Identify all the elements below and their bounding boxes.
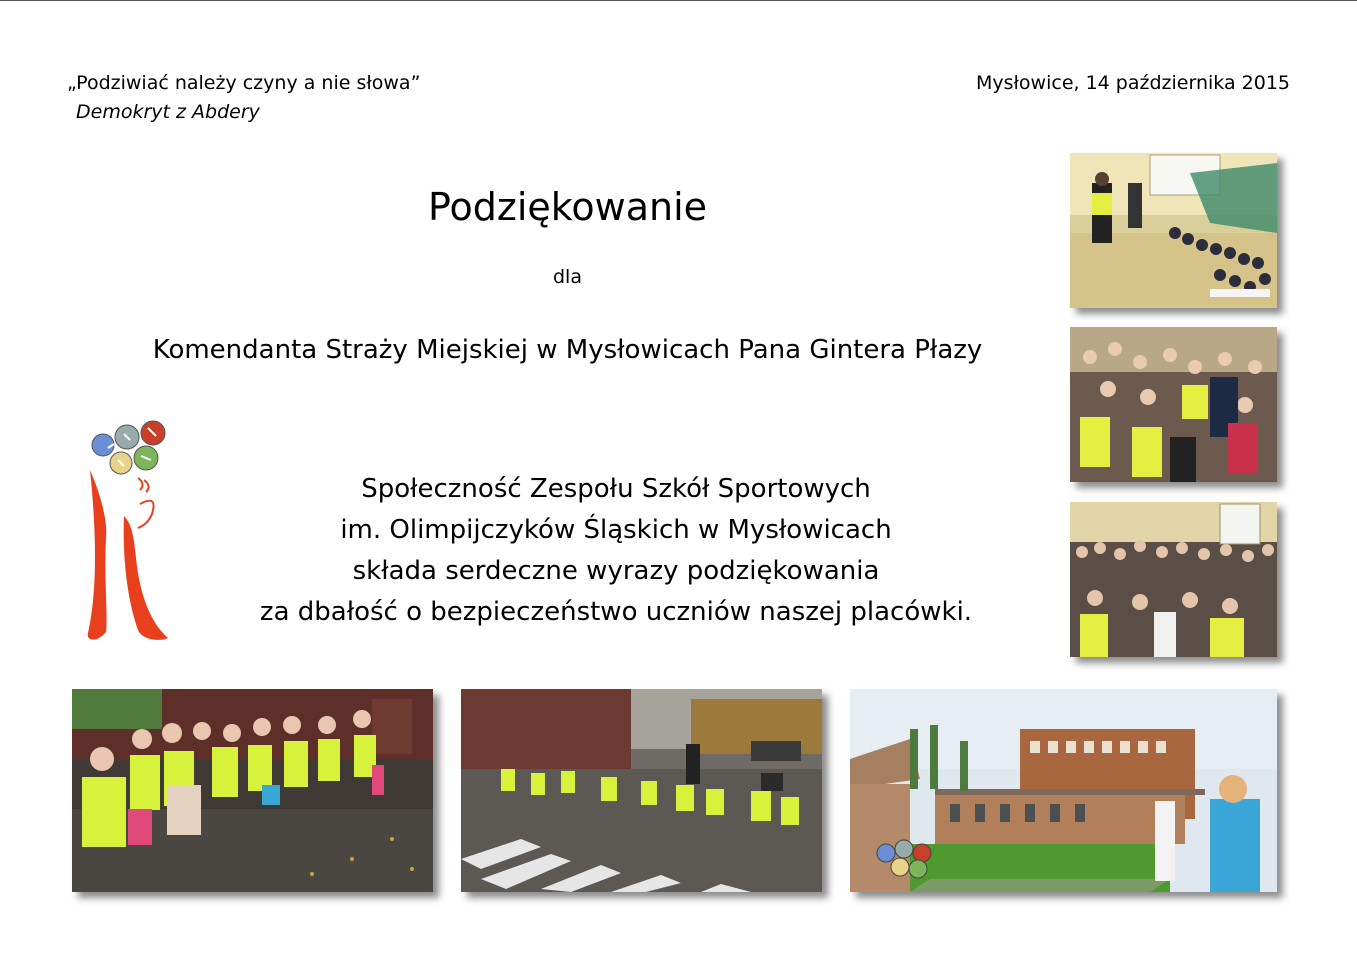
- top-border-line: [0, 0, 1357, 1]
- thank-you-message: [0, 469, 1232, 633]
- message-line: za dbałość o bezpieczeństwo uczniów naszej placówki.: [259, 597, 973, 627]
- motto-quote: „Podziwiać należy czyny a nie słowa”: [67, 72, 421, 94]
- classroom-safety-talk-photo: [1070, 153, 1277, 308]
- message-line: Społeczność Zespołu Szkół Sportowych: [361, 474, 871, 504]
- pedestrian-crossing-photo: [461, 689, 822, 892]
- assembly-hall-photo: [1070, 502, 1277, 657]
- motto-author: Demokryt z Abdery: [76, 101, 260, 123]
- for-word: dla: [553, 266, 582, 288]
- school-logo-icon: [78, 418, 178, 650]
- school-building-photo: [850, 689, 1277, 892]
- children-with-officer-photo: [1070, 327, 1277, 482]
- children-reflective-vests-photo: [72, 689, 433, 892]
- place-and-date: Mysłowice, 14 października 2015: [976, 72, 1290, 94]
- message-line: im. Olimpijczyków Śląskich w Mysłowicach: [340, 515, 892, 545]
- message-line: składa serdeczne wyrazy podziękowania: [352, 556, 880, 586]
- page-title: Podziękowanie: [427, 185, 708, 229]
- recipient-name: Komendanta Straży Miejskiej w Mysłowicach Pana Gintera Płazy: [152, 335, 983, 365]
